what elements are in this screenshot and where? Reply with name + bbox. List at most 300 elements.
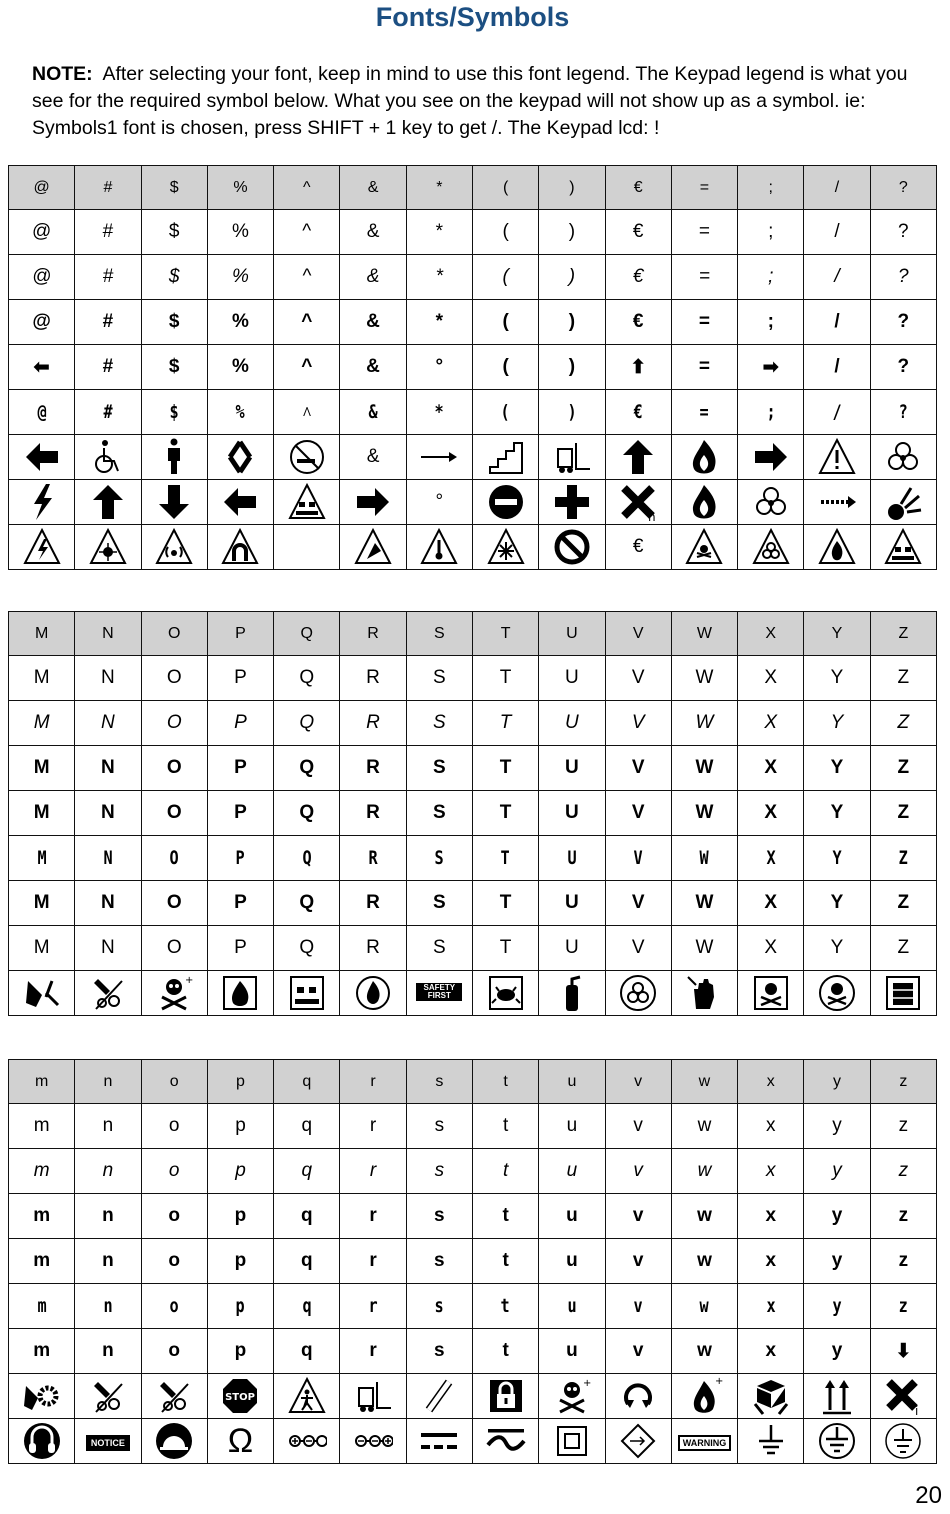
- font-glyph-cell: o: [141, 1329, 207, 1374]
- font-glyph-cell: ): [545, 390, 598, 435]
- font-row: [9, 1194, 937, 1239]
- font-glyph-cell: M: [15, 836, 68, 881]
- font-glyph-cell: U: [545, 836, 598, 881]
- font-glyph-cell: V: [605, 881, 671, 926]
- font-glyph-cell: U: [539, 926, 605, 971]
- font-glyph-cell: t: [472, 1329, 538, 1374]
- flame-circle-icon: [340, 971, 406, 1016]
- font-glyph-cell: *: [406, 255, 472, 300]
- arrow-right-icon: [738, 435, 804, 480]
- arrow-dashed-icon: [804, 480, 870, 525]
- font-glyph-cell: W: [671, 746, 737, 791]
- keypad-legend-cell: =: [671, 166, 737, 210]
- font-glyph-cell: Q: [274, 701, 340, 746]
- font-glyph-cell: n: [75, 1149, 141, 1194]
- keypad-legend-cell: &: [340, 166, 406, 210]
- font-row: [9, 1149, 937, 1194]
- font-glyph-cell: %: [207, 345, 273, 390]
- font-glyph-cell: x: [744, 1284, 797, 1329]
- font-glyph-cell: y: [804, 1329, 870, 1374]
- font-glyph-cell: =: [671, 300, 737, 345]
- svg-text:+: +: [185, 975, 194, 986]
- stairs-icon: [472, 435, 538, 480]
- keypad-legend-cell: Z: [870, 612, 936, 656]
- font-glyph-cell: O: [141, 791, 207, 836]
- worker-warning-icon: [274, 1374, 340, 1419]
- font-glyph-cell: ⬅: [9, 345, 75, 390]
- safety-first-label: SAFETY FIRST: [416, 983, 462, 1001]
- font-glyph-cell: m: [9, 1149, 75, 1194]
- font-glyph-cell: R: [340, 701, 406, 746]
- arrow-right-icon: [340, 480, 406, 525]
- keypad-legend-cell: y: [804, 1060, 870, 1104]
- font-glyph-cell: ;: [738, 300, 804, 345]
- font-glyph-cell: P: [207, 701, 273, 746]
- font-glyph-cell: #: [75, 300, 141, 345]
- font-glyph-cell: /: [804, 255, 870, 300]
- notice-label: NOTICE: [86, 1435, 130, 1451]
- arrow-up-icon: [75, 480, 141, 525]
- font-glyph-cell: y: [804, 1104, 870, 1149]
- table-header-row: [9, 166, 937, 210]
- keypad-legend-cell: P: [207, 612, 273, 656]
- font-glyph-cell: R: [340, 656, 406, 701]
- keypad-legend-cell: ?: [870, 166, 936, 210]
- font-glyph-cell: ➡: [738, 345, 804, 390]
- font-glyph-cell: P: [207, 881, 273, 926]
- font-glyph-cell: s: [413, 1284, 466, 1329]
- font-glyph-cell: Y: [804, 746, 870, 791]
- fragile-icon: [738, 1374, 804, 1419]
- lightning-icon: [9, 480, 75, 525]
- no-smoking-icon: [274, 435, 340, 480]
- ground-icon: [738, 1419, 804, 1464]
- font-glyph-cell: T: [479, 836, 532, 881]
- font-glyph-cell: x: [738, 1194, 804, 1239]
- font-glyph-cell: ?: [870, 255, 936, 300]
- font-glyph-cell: z: [870, 1104, 936, 1149]
- font-glyph-cell: v: [605, 1239, 671, 1284]
- electric-warning-icon: [9, 525, 75, 570]
- biohazard-warning-icon: [738, 525, 804, 570]
- font-glyph-cell: &: [340, 210, 406, 255]
- font-glyph-cell: N: [81, 836, 134, 881]
- font-glyph-cell: U: [539, 881, 605, 926]
- symbol-row: [9, 525, 937, 570]
- font-glyph-cell: ⬇: [870, 1329, 936, 1374]
- keypad-legend-cell: R: [340, 612, 406, 656]
- font-glyph-cell: V: [605, 656, 671, 701]
- font-glyph-cell: ?: [870, 345, 936, 390]
- table-header-row: [9, 1060, 937, 1104]
- font-glyph-cell: T: [472, 791, 538, 836]
- font-glyph-cell: P: [207, 791, 273, 836]
- radiation-warning-icon: [141, 525, 207, 570]
- font-glyph-cell: (: [472, 345, 538, 390]
- font-glyph-cell: P: [214, 836, 267, 881]
- page-number: 20: [915, 1482, 942, 1509]
- font-glyph-cell: X: [738, 926, 804, 971]
- font-glyph-cell: z: [870, 1239, 936, 1284]
- fire-extinguisher-icon: [539, 971, 605, 1016]
- font-glyph-cell: s: [406, 1239, 472, 1284]
- font-glyph-cell: U: [539, 746, 605, 791]
- keypad-legend-cell: O: [141, 612, 207, 656]
- keypad-legend-cell: ): [539, 166, 605, 210]
- drum-icon: [870, 971, 936, 1016]
- font-glyph-cell: n: [75, 1239, 141, 1284]
- symbol-row: [9, 971, 937, 1016]
- font-glyph-cell: T: [472, 926, 538, 971]
- svg-text:+: +: [582, 1378, 592, 1389]
- font-glyph-cell: ^: [274, 255, 340, 300]
- font-glyph-cell: s: [406, 1104, 472, 1149]
- irritant-x-icon: [870, 1374, 936, 1419]
- font-row: [9, 1239, 937, 1284]
- font-glyph-cell: O: [141, 701, 207, 746]
- warning-label-icon: [671, 1419, 737, 1464]
- keypad-legend-cell: N: [75, 612, 141, 656]
- font-glyph-cell: Z: [870, 926, 936, 971]
- font-glyph-cell: %: [214, 390, 267, 435]
- font-glyph-cell: r: [340, 1194, 406, 1239]
- ac-current-icon: [472, 1419, 538, 1464]
- skull-box-icon: [738, 971, 804, 1016]
- font-glyph-cell: ?: [870, 300, 936, 345]
- font-glyph-cell: t: [472, 1149, 538, 1194]
- font-glyph-cell: #: [75, 210, 141, 255]
- font-glyph-cell: q: [274, 1104, 340, 1149]
- pipe-icon: [406, 1374, 472, 1419]
- keypad-legend-cell: n: [75, 1060, 141, 1104]
- font-glyph-cell: =: [671, 255, 737, 300]
- font-glyph-cell: t: [472, 1194, 538, 1239]
- font-glyph-cell: %: [207, 300, 273, 345]
- font-glyph-cell: (: [479, 390, 532, 435]
- font-glyph-cell: €: [605, 210, 671, 255]
- font-glyph-cell: #: [75, 255, 141, 300]
- font-glyph-cell: ;: [738, 210, 804, 255]
- font-glyph-cell: Q: [280, 836, 333, 881]
- font-glyph-cell: x: [738, 1149, 804, 1194]
- keypad-legend-cell: x: [738, 1060, 804, 1104]
- harmful-x-icon: [605, 480, 671, 525]
- keypad-legend-cell: U: [539, 612, 605, 656]
- font-glyph-cell: V: [605, 746, 671, 791]
- font-glyph-cell: Q: [274, 881, 340, 926]
- note-text: After selecting your font, keep in mind to use this font legend. The Keypad legend is what you see for the required symbol below. What you see on the keypad will not show up as a symbol. ie: Symbols1 font is chosen, press SHIFT + 1 key to get /. The Keypad lcd: !: [32, 63, 908, 139]
- font-glyph-cell: /: [804, 210, 870, 255]
- font-glyph-cell: y: [804, 1149, 870, 1194]
- font-glyph-cell: y: [804, 1239, 870, 1284]
- ear-protection-icon: [9, 1419, 75, 1464]
- font-glyph-cell: Z: [870, 791, 936, 836]
- font-glyph-cell: @: [9, 210, 75, 255]
- font-row: [9, 210, 937, 255]
- font-glyph-cell: z: [870, 1149, 936, 1194]
- svg-text:STOP: STOP: [225, 1392, 256, 1403]
- keypad-legend-cell: *: [406, 166, 472, 210]
- font-glyph-cell: ): [539, 345, 605, 390]
- font-glyph-cell: y: [811, 1284, 864, 1329]
- battery-minus-icon: [340, 1419, 406, 1464]
- font-row: [9, 656, 937, 701]
- keypad-legend-cell: Q: [274, 612, 340, 656]
- font-glyph-cell: (: [472, 300, 538, 345]
- long-arrow-icon: [406, 435, 472, 480]
- keypad-legend-cell: m: [9, 1060, 75, 1104]
- protective-earth-icon: [804, 1419, 870, 1464]
- fire-box-icon: [207, 971, 273, 1016]
- toxic-warning-icon: [671, 525, 737, 570]
- font-glyph-cell: w: [678, 1284, 731, 1329]
- font-glyph-cell: P: [207, 746, 273, 791]
- font-glyph-cell: m: [9, 1239, 75, 1284]
- font-row: [9, 1104, 937, 1149]
- font-glyph-cell: N: [75, 701, 141, 746]
- font-glyph-cell: =: [678, 390, 731, 435]
- font-glyph-cell: &: [340, 255, 406, 300]
- font-glyph-cell: ): [539, 255, 605, 300]
- font-glyph-cell: m: [9, 1104, 75, 1149]
- padlock-icon: [472, 1374, 538, 1419]
- font-glyph-cell: /: [811, 390, 864, 435]
- gear-hand-icon: [9, 1374, 75, 1419]
- font-glyph-cell: m: [15, 1284, 68, 1329]
- font-glyph-cell: €: [605, 300, 671, 345]
- font-glyph-cell: W: [671, 791, 737, 836]
- font-glyph-cell: Y: [804, 791, 870, 836]
- corrosive-box-icon: [274, 971, 340, 1016]
- font-glyph-cell: r: [340, 1329, 406, 1374]
- keypad-legend-cell: r: [340, 1060, 406, 1104]
- font-glyph-cell: O: [141, 881, 207, 926]
- font-glyph-cell: w: [671, 1239, 737, 1284]
- arrow-left-icon: [9, 435, 75, 480]
- keypad-legend-cell: €: [605, 166, 671, 210]
- font-glyph-cell: M: [9, 881, 75, 926]
- arrow-up-icon: [605, 435, 671, 480]
- font-glyph-cell: /: [804, 345, 870, 390]
- svg-text:+: +: [715, 1376, 724, 1387]
- font-glyph-cell: r: [347, 1284, 400, 1329]
- keypad-legend-cell: Y: [804, 612, 870, 656]
- font-glyph-cell: w: [671, 1149, 737, 1194]
- ampersand-glyph: &: [340, 435, 406, 480]
- hard-hat-icon: [141, 1419, 207, 1464]
- symbol-row: [9, 1419, 937, 1464]
- corrosive-warning-icon: [870, 525, 936, 570]
- font-glyph-cell: R: [347, 836, 400, 881]
- font-glyph-cell: #: [81, 390, 134, 435]
- keypad-legend-cell: z: [870, 1060, 936, 1104]
- keypad-legend-cell: v: [605, 1060, 671, 1104]
- font-glyph-cell: ?: [870, 210, 936, 255]
- font-glyph-cell: Q: [274, 656, 340, 701]
- font-row: [9, 836, 937, 881]
- font-glyph-cell: R: [340, 881, 406, 926]
- font-glyph-cell: N: [75, 746, 141, 791]
- font-glyph-cell: v: [612, 1284, 665, 1329]
- font-glyph-cell: x: [738, 1239, 804, 1284]
- font-glyph-cell: s: [406, 1194, 472, 1239]
- skull-crossbones-icon: [539, 1374, 605, 1419]
- font-glyph-cell: Q: [274, 791, 340, 836]
- keypad-legend-cell: X: [738, 612, 804, 656]
- font-glyph-cell: Z: [870, 656, 936, 701]
- hand-crush-icon: [9, 971, 75, 1016]
- font-glyph-cell: Y: [811, 836, 864, 881]
- font-glyph-cell: q: [274, 1239, 340, 1284]
- font-row: [9, 255, 937, 300]
- font-glyph-cell: N: [75, 656, 141, 701]
- symbol-table-1: [8, 165, 937, 570]
- font-glyph-cell: S: [406, 701, 472, 746]
- font-row: [9, 300, 937, 345]
- font-glyph-cell: X: [738, 656, 804, 701]
- table-header-row: [9, 612, 937, 656]
- warning-label: WARNING: [678, 1435, 732, 1451]
- font-glyph-cell: r: [340, 1149, 406, 1194]
- crab-icon: [472, 971, 538, 1016]
- biohazard-icon: [870, 435, 936, 480]
- font-glyph-cell: M: [9, 926, 75, 971]
- font-glyph-cell: s: [406, 1149, 472, 1194]
- font-glyph-cell: X: [744, 836, 797, 881]
- font-glyph-cell: Q: [274, 926, 340, 971]
- font-glyph-cell: =: [671, 345, 737, 390]
- font-glyph-cell: x: [738, 1104, 804, 1149]
- font-glyph-cell: @: [9, 255, 75, 300]
- font-glyph-cell: q: [274, 1149, 340, 1194]
- warning-triangle-icon: [804, 435, 870, 480]
- font-glyph-cell: R: [340, 746, 406, 791]
- font-glyph-cell: °: [406, 345, 472, 390]
- stop-sign-icon: [207, 1374, 273, 1419]
- font-row: [9, 701, 937, 746]
- man-icon: [141, 435, 207, 480]
- temperature-warning-icon: [406, 525, 472, 570]
- font-glyph-cell: P: [207, 926, 273, 971]
- font-glyph-cell: r: [340, 1104, 406, 1149]
- font-glyph-cell: p: [207, 1149, 273, 1194]
- arrow-left-icon: [207, 480, 273, 525]
- font-glyph-cell: o: [148, 1284, 201, 1329]
- recycle-icon: [207, 435, 273, 480]
- font-glyph-cell: *: [406, 210, 472, 255]
- magnet-warning-icon: [207, 525, 273, 570]
- fire-warning-icon: [804, 525, 870, 570]
- font-glyph-cell: v: [605, 1104, 671, 1149]
- skull-crossbones-icon: [141, 971, 207, 1016]
- font-row: [9, 390, 937, 435]
- keypad-legend-cell: S: [406, 612, 472, 656]
- symbol-table-3: [8, 1059, 937, 1464]
- flame-icon: [671, 480, 737, 525]
- font-glyph-cell: w: [671, 1104, 737, 1149]
- keypad-legend-cell: V: [605, 612, 671, 656]
- font-glyph-cell: r: [340, 1239, 406, 1284]
- keypad-legend-cell: w: [671, 1060, 737, 1104]
- font-glyph-cell: ;: [744, 390, 797, 435]
- recycle-arrows-icon: [605, 1374, 671, 1419]
- font-glyph-cell: u: [545, 1284, 598, 1329]
- font-glyph-cell: O: [141, 926, 207, 971]
- laser-warning-icon: [75, 525, 141, 570]
- hand-glove-icon: [671, 971, 737, 1016]
- font-glyph-cell: U: [539, 701, 605, 746]
- font-glyph-cell: t: [472, 1239, 538, 1284]
- font-glyph-cell: T: [472, 701, 538, 746]
- font-row: [9, 881, 937, 926]
- font-glyph-cell: W: [671, 701, 737, 746]
- font-row: [9, 746, 937, 791]
- dc-current-icon: [406, 1419, 472, 1464]
- font-glyph-cell: Z: [870, 881, 936, 926]
- font-glyph-cell: n: [75, 1104, 141, 1149]
- font-glyph-cell: T: [472, 746, 538, 791]
- corrosive-warning-icon: [274, 480, 340, 525]
- forklift-icon: [340, 1374, 406, 1419]
- font-glyph-cell: S: [406, 746, 472, 791]
- font-glyph-cell: S: [406, 656, 472, 701]
- svg-text:i: i: [915, 1404, 919, 1416]
- note-paragraph: [32, 61, 922, 142]
- font-glyph-cell: &: [340, 345, 406, 390]
- square-box-icon: [539, 1419, 605, 1464]
- font-glyph-cell: u: [539, 1239, 605, 1284]
- fire-flame-icon: [671, 1374, 737, 1419]
- symbol-table-2: [8, 611, 937, 1016]
- font-glyph-cell: O: [141, 746, 207, 791]
- font-glyph-cell: U: [539, 656, 605, 701]
- font-row: [9, 791, 937, 836]
- this-way-up-icon: [804, 1374, 870, 1419]
- empty-cell: [274, 525, 340, 570]
- keypad-legend-cell: @: [9, 166, 75, 210]
- arrow-down-icon: [141, 480, 207, 525]
- font-glyph-cell: y: [804, 1194, 870, 1239]
- font-glyph-cell: %: [207, 210, 273, 255]
- font-glyph-cell: Y: [804, 926, 870, 971]
- page-title: Fonts/Symbols: [375, 2, 570, 32]
- font-glyph-cell: ˄: [280, 390, 333, 435]
- font-glyph-cell: ^: [274, 300, 340, 345]
- esd-warning-icon: [340, 525, 406, 570]
- keypad-legend-cell: o: [141, 1060, 207, 1104]
- font-glyph-cell: Y: [804, 881, 870, 926]
- font-glyph-cell: v: [605, 1149, 671, 1194]
- font-glyph-cell: t: [479, 1284, 532, 1329]
- font-glyph-cell: ?: [877, 390, 930, 435]
- font-glyph-cell: ^: [274, 210, 340, 255]
- font-glyph-cell: ): [539, 210, 605, 255]
- flame-icon: [671, 435, 737, 480]
- omega-glyph: Ω: [227, 1421, 254, 1460]
- keypad-legend-cell: t: [472, 1060, 538, 1104]
- hand-cut-icon: [75, 1374, 141, 1419]
- font-glyph-cell: *: [406, 300, 472, 345]
- font-glyph-cell: V: [612, 836, 665, 881]
- font-glyph-cell: p: [207, 1104, 273, 1149]
- font-glyph-cell: X: [738, 746, 804, 791]
- font-glyph-cell: €: [605, 255, 671, 300]
- font-glyph-cell: u: [539, 1329, 605, 1374]
- svg-text:n: n: [648, 510, 656, 522]
- font-glyph-cell: $: [148, 390, 201, 435]
- font-glyph-cell: M: [9, 791, 75, 836]
- font-glyph-cell: v: [605, 1329, 671, 1374]
